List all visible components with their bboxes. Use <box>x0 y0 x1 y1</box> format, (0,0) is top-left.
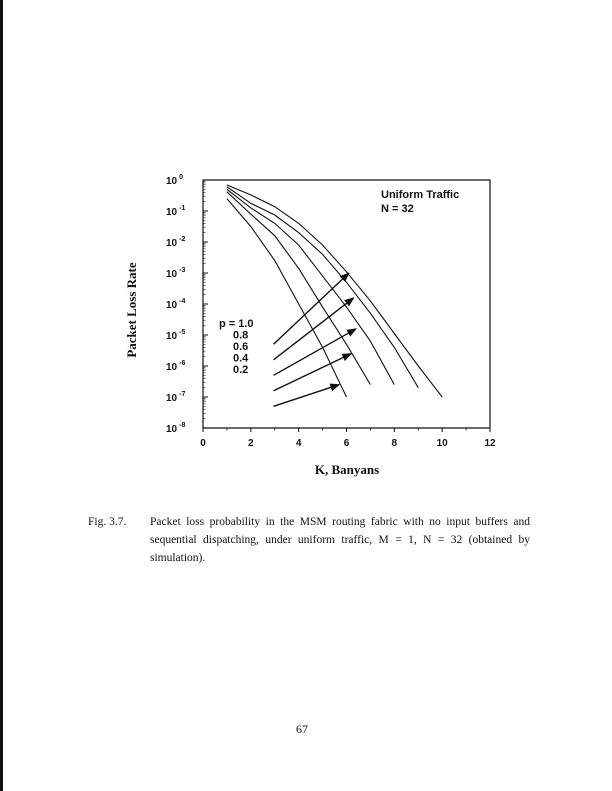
series-arrow <box>274 273 349 344</box>
series-label: 0.8 <box>233 329 249 342</box>
x-tick-label: 0 <box>200 438 206 449</box>
x-tick-label: 12 <box>484 438 496 449</box>
x-tick-label: 6 <box>343 438 350 449</box>
y-tick-label: 10 $^{-4}$ <box>166 298 186 311</box>
y-tick-label: 10 $^0$ <box>166 174 184 187</box>
figure-caption: Packet loss probability in the MSM routing fabric with no input buffers and sequential dispatching, under uniform traffic, M = 1, N = 32 (obtained by simulation). <box>150 516 530 564</box>
series-label: 0.2 <box>233 364 249 376</box>
series-label: 0.6 <box>233 341 249 353</box>
y-tick-label: 10 $^{-2}$ <box>166 236 186 249</box>
series-label: 0.4 <box>233 352 249 365</box>
y-tick-label: 10 $^{-6}$ <box>166 360 186 373</box>
series-line <box>227 192 371 385</box>
series-arrow <box>274 385 340 407</box>
y-tick-label: 10 $^{-8}$ <box>166 422 186 435</box>
y-tick-label: 10 $^{-3}$ <box>166 267 186 280</box>
x-tick-label: 2 <box>248 438 254 449</box>
x-tick-label: 4 <box>295 438 302 449</box>
annotation-line-1: Uniform Traffic <box>381 189 460 201</box>
series-line <box>227 187 418 388</box>
y-tick-label: 10 $^{-5}$ <box>166 329 186 342</box>
series-label: p = 1.0 <box>219 318 254 330</box>
figure-label: Fig. 3.7. <box>88 516 127 528</box>
series-arrow <box>274 354 352 391</box>
series-arrow <box>274 329 357 376</box>
x-tick-label: 8 <box>391 438 398 449</box>
y-tick-label: 10 $^{-1}$ <box>166 205 186 218</box>
x-axis-label: K, Banyans <box>314 462 380 477</box>
annotation-line-2: N = 32 <box>381 203 414 215</box>
x-tick-label: 10 <box>436 438 448 449</box>
y-tick-label: 10 $^{-7}$ <box>166 391 186 404</box>
page-number: 67 <box>296 722 308 736</box>
y-axis-label: Packet Loss Rate <box>124 262 139 358</box>
